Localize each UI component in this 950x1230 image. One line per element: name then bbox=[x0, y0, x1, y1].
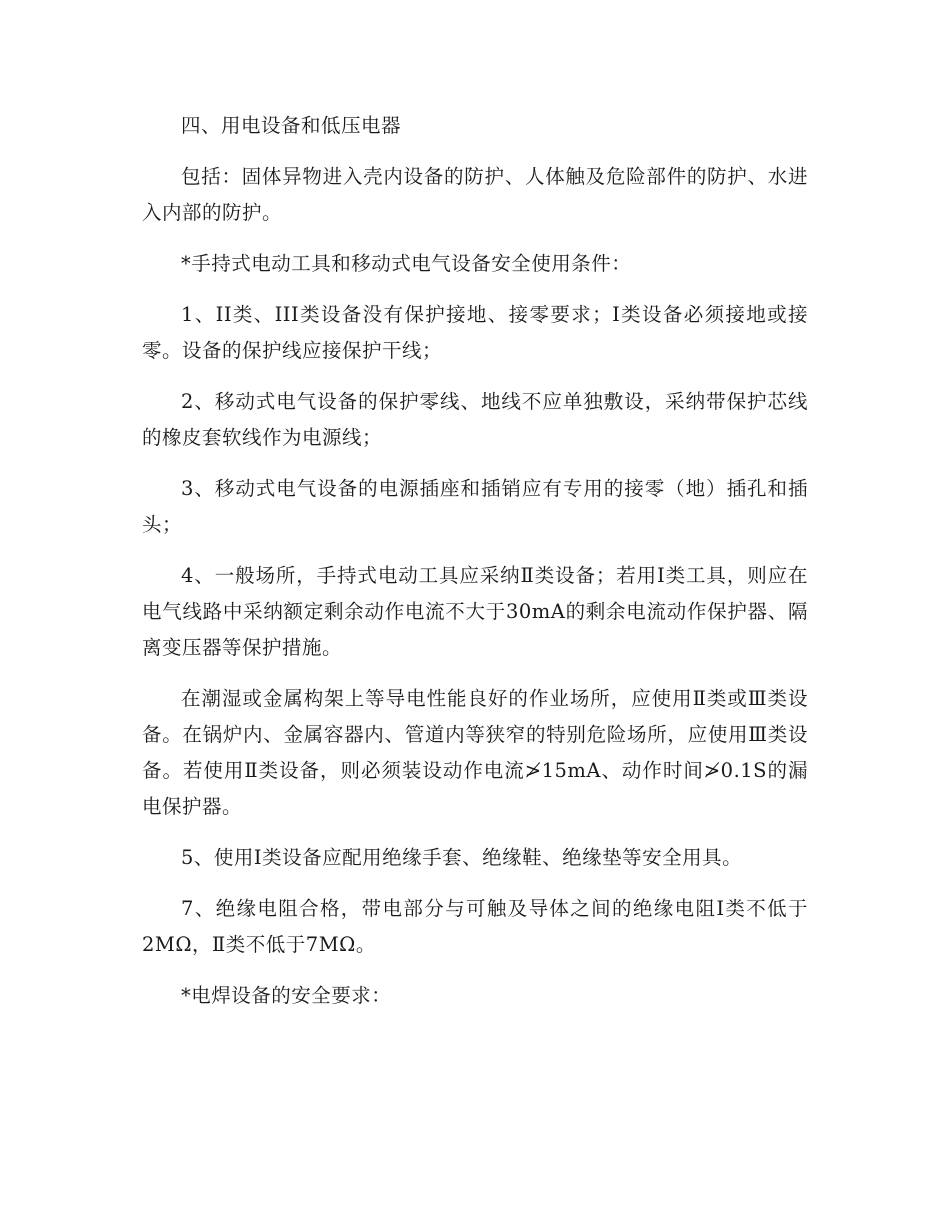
paragraph-item-3: 3、移动式电气设备的电源插座和插销应有专用的接零（地）插孔和插头； bbox=[142, 477, 808, 536]
paragraph-item-4: 4、一般场所，手持式电动工具应采纳Ⅱ类设备；若用I类工具，则应在电气线路中采纳额定剩余动作电流不大于30mA的剩余电流动作保护器、隔离变压器等保护措施。 bbox=[142, 564, 808, 659]
paragraph-item-7: 7、绝缘电阻合格，带电部分与可触及导体之间的绝缘电阻I类不低于2MΩ，Ⅱ类不低于7MΩ。 bbox=[142, 897, 808, 956]
section-heading: 四、用电设备和低压电器 bbox=[181, 114, 402, 137]
paragraph-scope: 包括：固体异物进入壳内设备的防护、人体触及危险部件的防护、水进入内部的防护。 bbox=[142, 165, 808, 224]
document-body bbox=[142, 108, 808, 1029]
paragraph-item-1: 1、II类、III类设备没有保护接地、接零要求；I类设备必须接地或接零。设备的保护线应接保护干线； bbox=[142, 303, 808, 362]
paragraph-wet-locations: 在潮湿或金属构架上等导电性能良好的作业场所，应使用Ⅱ类或Ⅲ类设备。在锅炉内、金属容器内、管道内等狭窄的特别危险场所，应使用Ⅲ类设备。若使用Ⅱ类设备，则必须装设动作电流≯15mA、动作时间≯0.1S的漏电保护器。 bbox=[142, 687, 808, 818]
paragraph-welding-title: *电焊设备的安全要求： bbox=[181, 984, 392, 1007]
paragraph-item-5: 5、使用I类设备应配用绝缘手套、绝缘鞋、绝缘垫等安全用具。 bbox=[181, 846, 743, 869]
paragraph-handheld-tools-title: *手持式电动工具和移动式电气设备安全使用条件： bbox=[181, 252, 632, 275]
paragraph-item-2: 2、移动式电气设备的保护零线、地线不应单独敷设，采纳带保护芯线的橡皮套软线作为电源线； bbox=[142, 390, 808, 449]
